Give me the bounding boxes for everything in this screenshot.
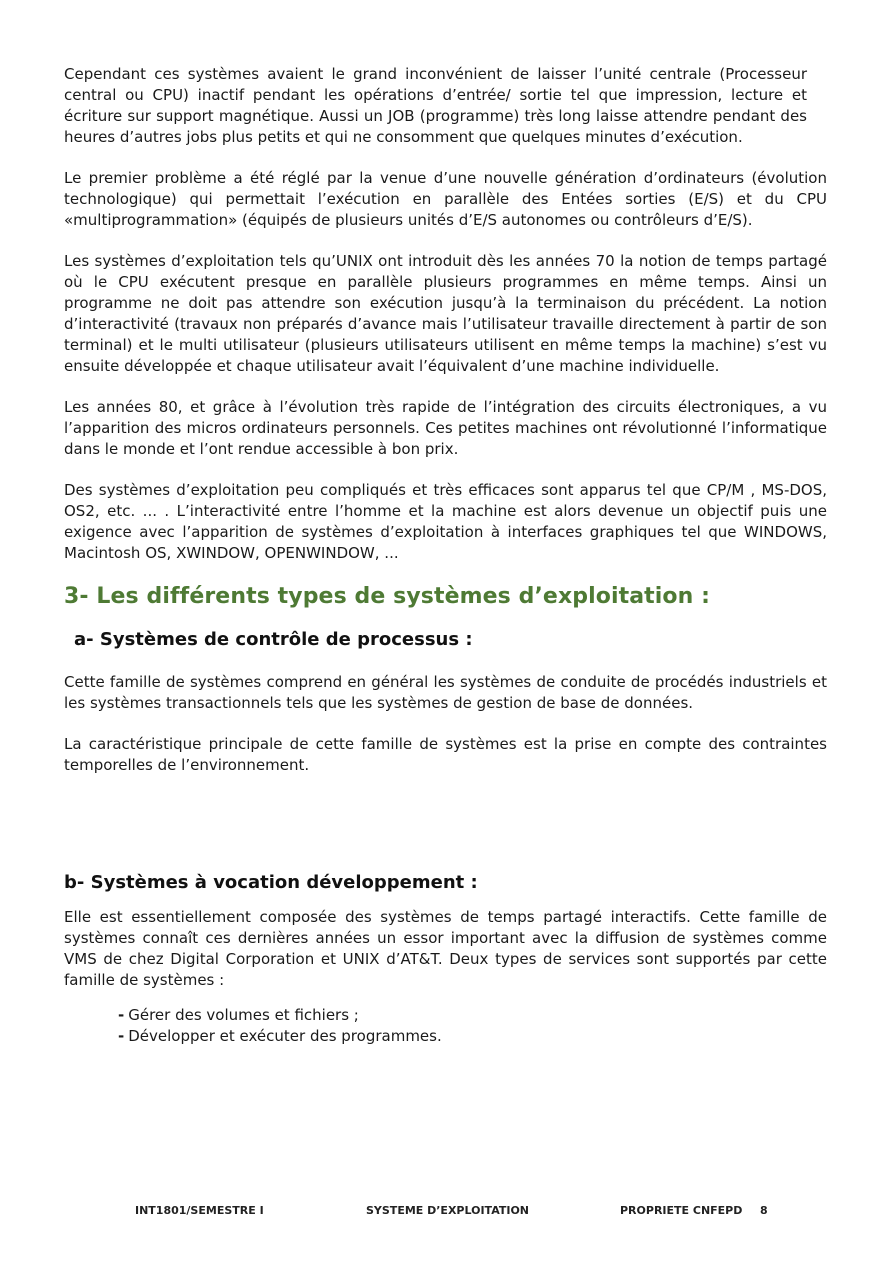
subsection-b-paragraph: Elle est essentiellement composée des systèmes de temps partagé interactifs. Cette famille de systèmes connaît ces dernières années un essor important avec la diffusion de systèmes comme VMS de chez Digital Corporation et UNIX d’AT&T. Deux types de services sont supportés par cette famille de systèmes :	[64, 908, 827, 989]
footer-page-number: 8	[760, 1204, 768, 1217]
list-item	[118, 1026, 827, 1047]
footer-subject: SYSTEME D’EXPLOITATION	[366, 1204, 530, 1217]
list-item-text: Gérer des volumes et fichiers ;	[128, 1006, 359, 1024]
subsection-a-paragraph-2: La caractéristique principale de cette famille de systèmes est la prise en compte des contraintes temporelles de l’environnement.	[64, 735, 827, 774]
paragraph-time-sharing: Les systèmes d’exploitation tels qu’UNIX ont introduit dès les années 70 la notion de temps partagé où le CPU exécutent presque en parallèle plusieurs programmes en même temps. Ainsi un programme ne doit pas attendre son exécution jusqu’à la terminaison du précédent. La notion d’interactivité (travaux non préparés d’avance mais l’utilisateur travaille directement à partir de son terminal) et le multi utilisateur (plusieurs utilisateurs utilisent en même temps la machine) s’est vu ensuite développée et chaque utilisateur avait l’équivalent d’une machine individuelle.	[64, 252, 827, 375]
bullet-marker: -	[118, 1027, 125, 1045]
services-list	[64, 1005, 827, 1047]
footer-owner: PROPRIETE CNFEPD	[620, 1204, 743, 1217]
paragraph-cpu-inactive: Cependant ces systèmes avaient le grand inconvénient de laisser l’unité centrale (Processeur central ou CPU) inactif pendant les opérations d’entrée/ sortie tel que impression, lecture et écriture sur support magnétique. Aussi un JOB (programme) très long laisse attendre pendant des heures d’autres jobs plus petits et qui ne consomment que quelques minutes d’exécution.	[64, 65, 807, 146]
footer-course: INT1801/SEMESTRE I	[135, 1204, 264, 1217]
subsection-a-paragraph-1: Cette famille de systèmes comprend en général les systèmes de conduite de procédés industriels et les systèmes transactionnels tels que les systèmes de gestion de base de données.	[64, 673, 827, 712]
list-item	[118, 1005, 827, 1026]
subsection-b-title: b- Systèmes à vocation développement :	[64, 872, 478, 893]
bullet-marker: -	[118, 1006, 125, 1024]
paragraph-multiprogramming: Le premier problème a été réglé par la venue d’une nouvelle génération d’ordinateurs (évolution technologique) qui permettait l’exécution en parallèle des Entées sorties (E/S) et du CPU «multiprogrammation» (équipés de plusieurs unités d’E/S autonomes ou contrôleurs d’E/S).	[64, 169, 827, 229]
section-heading: 3- Les différents types de systèmes d’exploitation :	[64, 584, 711, 609]
list-item-text: Développer et exécuter des programmes.	[128, 1027, 442, 1045]
paragraph-microcomputers: Les années 80, et grâce à l’évolution très rapide de l’intégration des circuits électroniques, a vu l’apparition des micros ordinateurs personnels. Ces petites machines ont révolutionné l’informatique dans le monde et l’ont rendue accessible à bon prix.	[64, 398, 827, 458]
document-page	[64, 64, 827, 1047]
paragraph-graphical-os: Des systèmes d’exploitation peu compliqués et très efficaces sont apparus tel que CP/M , MS-DOS, OS2, etc. ... . L’interactivité entre l’homme et la machine est alors devenue un objectif puis une exigence avec l’apparition de systèmes d’exploitation à interfaces graphiques tel que WINDOWS, Macintosh OS, XWINDOW, OPENWINDOW, ...	[64, 481, 827, 562]
subsection-a-title: a- Systèmes de contrôle de processus :	[74, 629, 473, 650]
